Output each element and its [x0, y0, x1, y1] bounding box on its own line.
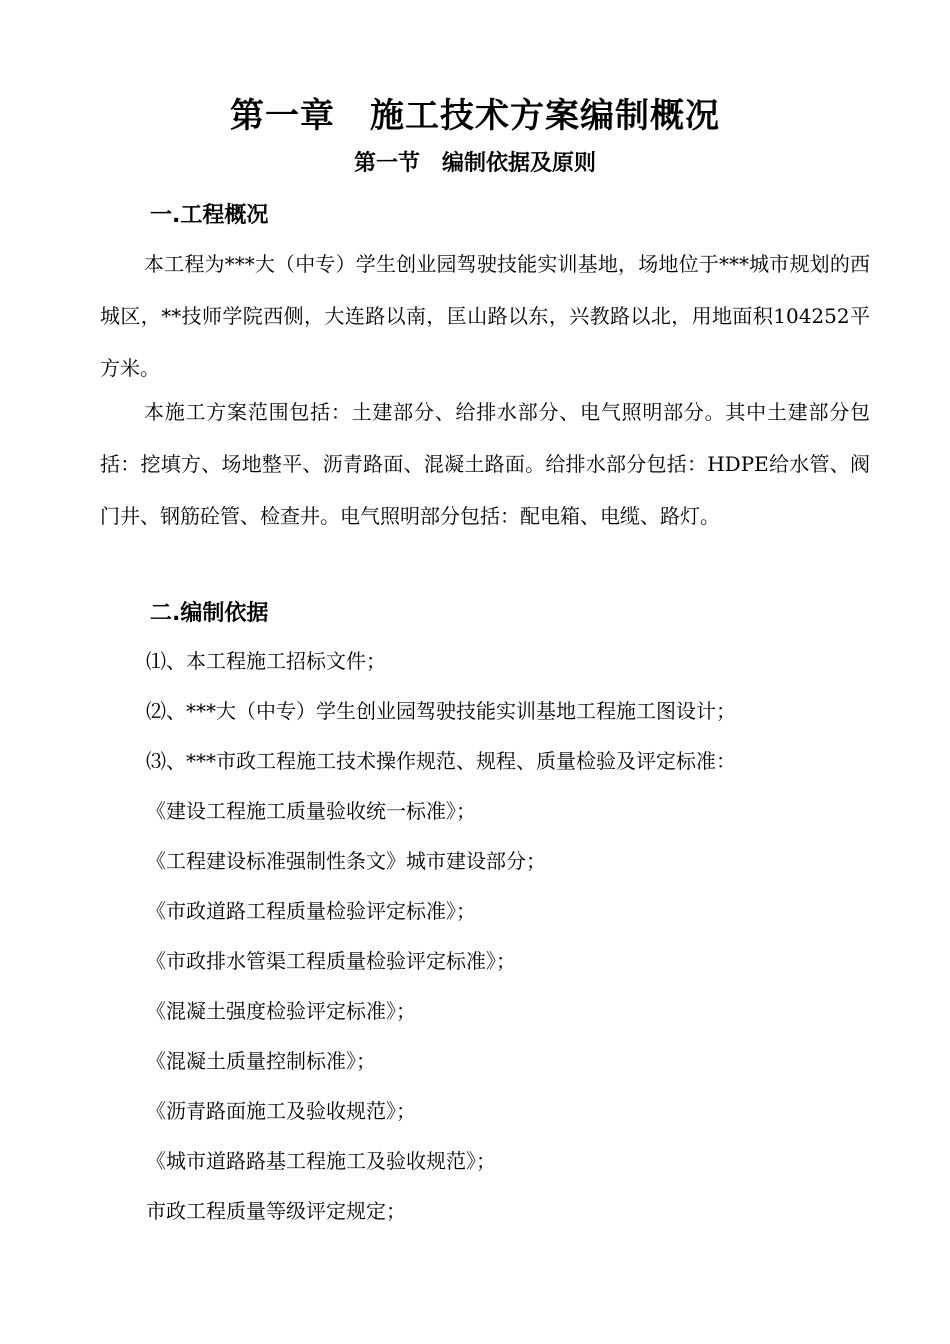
overview-paragraph-2: 本施工方案范围包括：土建部分、给排水部分、电气照明部分。其中土建部分包括：挖填方、场地整平、沥青路面、混凝土路面。给排水部分包括：HDPE给水管、阀门井、钢筋砼管、检查井。电气照明部分包括：配电箱、电缆、路灯。 — [100, 400, 870, 528]
list-item: 《建设工程施工质量验收统一标准》； — [146, 799, 476, 823]
list-item: 《混凝土强度检验评定标准》； — [146, 999, 416, 1023]
list-item: ⑶、***市政工程施工技术操作规范、规程、质量检验及评定标准： — [146, 749, 736, 773]
overview-paragraph-1: 本工程为***大（中专）学生创业园驾驶技能实训基地，场地位于***城市规划的西城区，**技师学院西侧，大连路以南，匡山路以东，兴教路以北，用地面积104252平方米。 — [100, 252, 870, 380]
section-title: 第一节 编制依据及原则 — [353, 151, 596, 176]
list-item: 《混凝土质量控制标准》； — [146, 1049, 376, 1073]
overview-heading: 一.工程概况 — [150, 203, 269, 228]
basis-heading: 二.编制依据 — [150, 601, 269, 626]
chapter-title: 第一章 施工技术方案编制概况 — [230, 96, 720, 136]
list-item: 《工程建设标准强制性条文》城市建设部分； — [146, 849, 546, 873]
basis-list — [146, 636, 906, 1236]
list-item: 《城市道路路基工程施工及验收规范》； — [146, 1149, 496, 1173]
list-item: ⑵、***大（中专）学生创业园驾驶技能实训基地工程施工图设计； — [146, 699, 736, 723]
list-item: 《沥青路面施工及验收规范》； — [146, 1099, 416, 1123]
list-item: 《市政道路工程质量检验评定标准》； — [146, 899, 476, 923]
list-item: 《市政排水管渠工程质量检验评定标准》； — [146, 949, 516, 973]
list-item: ⑴、本工程施工招标文件； — [146, 649, 386, 673]
list-item: 市政工程质量等级评定规定； — [146, 1199, 406, 1223]
